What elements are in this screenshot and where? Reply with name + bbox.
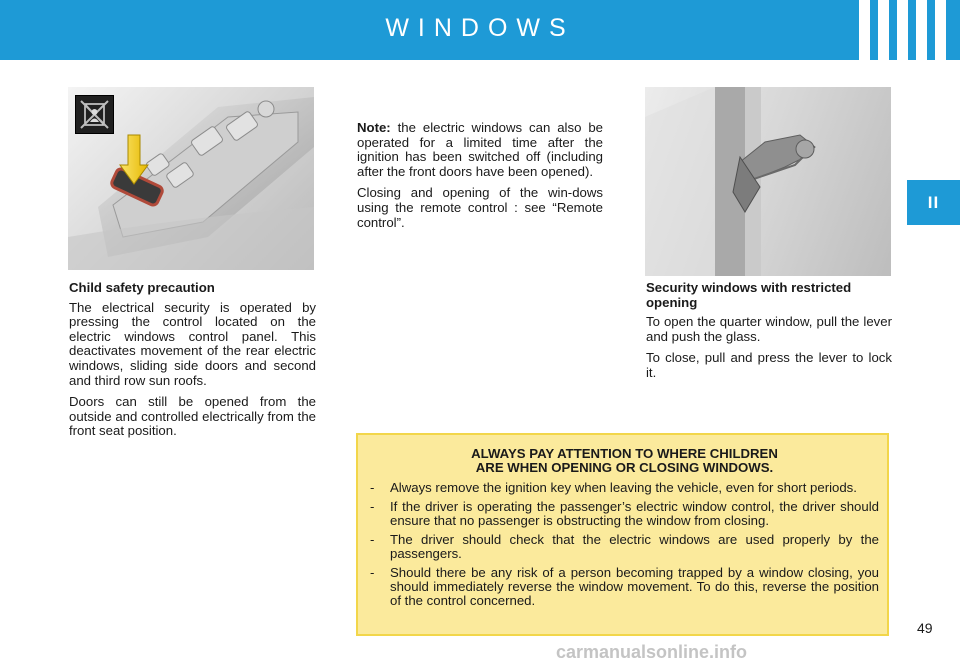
list-item: - If the driver is operating the passenger’s electric window control, the driver should ensure that no passenger is obstructing the window from closing.	[370, 499, 879, 528]
right-paragraph: To open the quarter window, pull the lever and push the glass.	[646, 314, 892, 344]
note-label: Note:	[357, 120, 391, 135]
child-lock-icon	[75, 95, 114, 134]
list-item: - Should there be any risk of a person becoming trapped by a window closing, you should immediately reverse the window movement. To do this, reverse the position of the control concerned.	[370, 565, 879, 608]
list-item: - The driver should check that the electric windows are used properly by the passengers.	[370, 532, 879, 561]
middle-column	[357, 121, 603, 237]
page-title: WINDOWS	[385, 14, 575, 42]
security-windows-heading: Security windows with restricted opening	[646, 280, 852, 310]
warning-box	[356, 433, 889, 636]
header-stripes	[859, 0, 946, 60]
note-text: the electric windows can also be operated for a limited time after the ignition has been switched off (including after the front doors have been opened).	[357, 120, 603, 179]
watermark: carmanualsonline.info	[556, 642, 748, 662]
quarter-window-lever-photo	[645, 87, 891, 276]
remote-control-paragraph: Closing and opening of the win-dows using the remote control : see “Remote control”.	[357, 185, 603, 230]
left-paragraph: The electrical security is operated by pressing the control located on the electric windows control panel. This deactivates movement of the rear electric windows, sliding side doors and second and third row sun roofs.	[69, 299, 316, 388]
right-column	[646, 281, 892, 388]
right-paragraph: To close, pull and press the lever to lock it.	[646, 350, 892, 380]
warning-title: ALWAYS PAY ATTENTION TO WHERE CHILDREN ARE WHEN OPENING OR CLOSING WINDOWS.	[471, 446, 778, 475]
note-paragraph	[357, 121, 603, 179]
child-safety-heading: Child safety precaution	[69, 280, 215, 295]
list-item: - Always remove the ignition key when leaving the vehicle, even for short periods.	[370, 480, 857, 495]
left-paragraph: Doors can still be opened from the outside and controlled electrically from the front seat position.	[69, 394, 316, 439]
chapter-tab[interactable]: II	[907, 180, 960, 225]
page-number: 49	[917, 620, 933, 636]
page-header	[0, 0, 960, 60]
left-column	[69, 281, 316, 446]
warning-list	[370, 481, 879, 608]
